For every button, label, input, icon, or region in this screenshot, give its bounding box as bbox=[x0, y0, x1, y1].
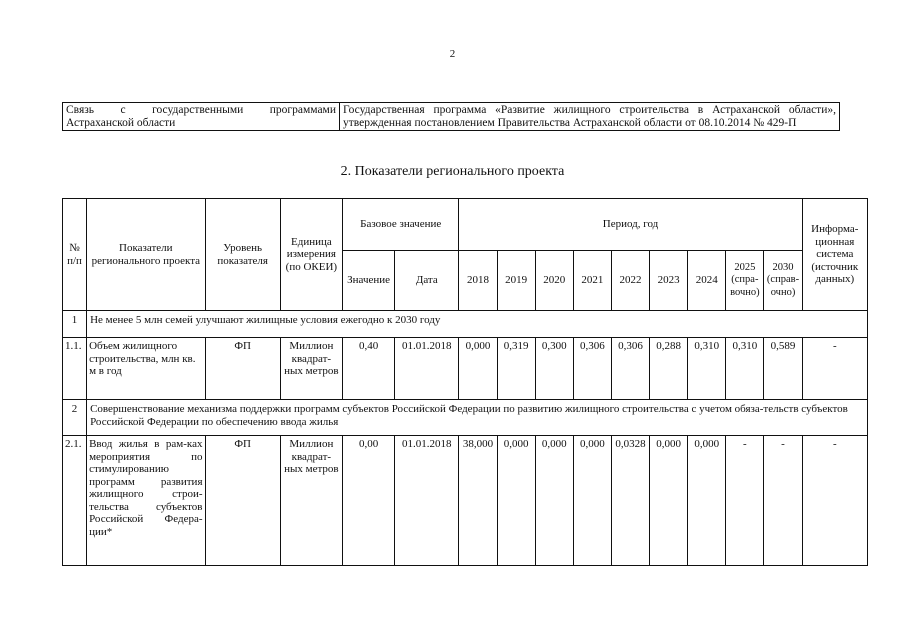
programs-link-value: Государственная программа «Развитие жилищного строительства в Астраханской области», утвержденная постановлением Правительства Астраханской области от 08.10.2014 № 429-П bbox=[340, 103, 840, 131]
row-year-value: 0,288 bbox=[650, 338, 688, 400]
row-base-value: 0,40 bbox=[342, 338, 394, 400]
header-year: 2023 bbox=[650, 251, 688, 311]
row-year-value: 0,300 bbox=[535, 338, 573, 400]
header-num: № п/п bbox=[63, 199, 87, 311]
header-level: Уровень показателя bbox=[205, 199, 280, 311]
row-year-value: 0,000 bbox=[688, 436, 726, 566]
row-year-value: 0,000 bbox=[650, 436, 688, 566]
section-row bbox=[63, 400, 868, 436]
header-base: Базовое значение bbox=[342, 199, 458, 251]
header-base-date: Дата bbox=[395, 251, 459, 311]
programs-link-table bbox=[62, 102, 840, 131]
row-level: ФП bbox=[205, 338, 280, 400]
header-year: 2022 bbox=[611, 251, 649, 311]
row-year-value: - bbox=[726, 436, 764, 566]
row-unit: Миллион квадрат-ных метров bbox=[280, 436, 342, 566]
row-info-system: - bbox=[802, 338, 867, 400]
row-year-value: 0,0328 bbox=[611, 436, 649, 566]
row-base-date: 01.01.2018 bbox=[395, 338, 459, 400]
row-year-value: 0,319 bbox=[497, 338, 535, 400]
section-num: 2 bbox=[63, 400, 87, 436]
section-title-cell: Не менее 5 млн семей улучшают жилищные условия ежегодно к 2030 году bbox=[87, 311, 868, 338]
table-row bbox=[63, 338, 868, 400]
programs-link-label: Связь с государственными программами Астраханской области bbox=[63, 103, 340, 131]
section-title: 2. Показатели регионального проекта bbox=[340, 164, 565, 179]
row-num: 1.1. bbox=[63, 338, 87, 400]
row-year-value: 0,000 bbox=[535, 436, 573, 566]
header-year: 2030 (справ-очно) bbox=[764, 251, 802, 311]
header-info-system: Информа-ционная система (источник данных) bbox=[802, 199, 867, 311]
row-year-value: 0,310 bbox=[726, 338, 764, 400]
header-year: 2019 bbox=[497, 251, 535, 311]
row-year-value: 0,000 bbox=[573, 436, 611, 566]
table-row bbox=[63, 436, 868, 566]
row-year-value: 0,000 bbox=[459, 338, 497, 400]
row-year-value: 0,310 bbox=[688, 338, 726, 400]
row-year-value: 0,306 bbox=[573, 338, 611, 400]
header-unit: Единица измерения (по ОКЕИ) bbox=[280, 199, 342, 311]
row-year-value: 0,589 bbox=[764, 338, 802, 400]
row-year-value: 38,000 bbox=[459, 436, 497, 566]
row-indicator: Объем жилищного строительства, млн кв. м в год bbox=[87, 338, 205, 400]
row-base-value: 0,00 bbox=[342, 436, 394, 566]
row-year-value: 0,000 bbox=[497, 436, 535, 566]
header-year: 2018 bbox=[459, 251, 497, 311]
header-period: Период, год bbox=[459, 199, 802, 251]
indicators-table bbox=[62, 198, 868, 566]
section-num: 1 bbox=[63, 311, 87, 338]
page-number: 2 bbox=[449, 48, 456, 60]
header-year: 2021 bbox=[573, 251, 611, 311]
row-indicator: Ввод жилья в рам-ках мероприятия по стимулированию программ развития жилищного строи-тельства субъектов Российской Федера-ции* bbox=[87, 436, 205, 566]
row-info-system: - bbox=[802, 436, 867, 566]
header-year: 2020 bbox=[535, 251, 573, 311]
section-row bbox=[63, 311, 868, 338]
row-year-value: - bbox=[764, 436, 802, 566]
section-title-cell: Совершенствование механизма поддержки программ субъектов Российской Федерации по развитию жилищного строительства с учетом обяза-тельств субъектов Российской Федерации по обеспечению ввода жилья bbox=[87, 400, 868, 436]
row-num: 2.1. bbox=[63, 436, 87, 566]
header-base-value: Значение bbox=[342, 251, 394, 311]
row-unit: Миллион квадрат-ных метров bbox=[280, 338, 342, 400]
header-year: 2024 bbox=[688, 251, 726, 311]
header-year: 2025 (спра-вочно) bbox=[726, 251, 764, 311]
row-year-value: 0,306 bbox=[611, 338, 649, 400]
row-level: ФП bbox=[205, 436, 280, 566]
header-indicator: Показатели регионального проекта bbox=[87, 199, 205, 311]
row-base-date: 01.01.2018 bbox=[395, 436, 459, 566]
